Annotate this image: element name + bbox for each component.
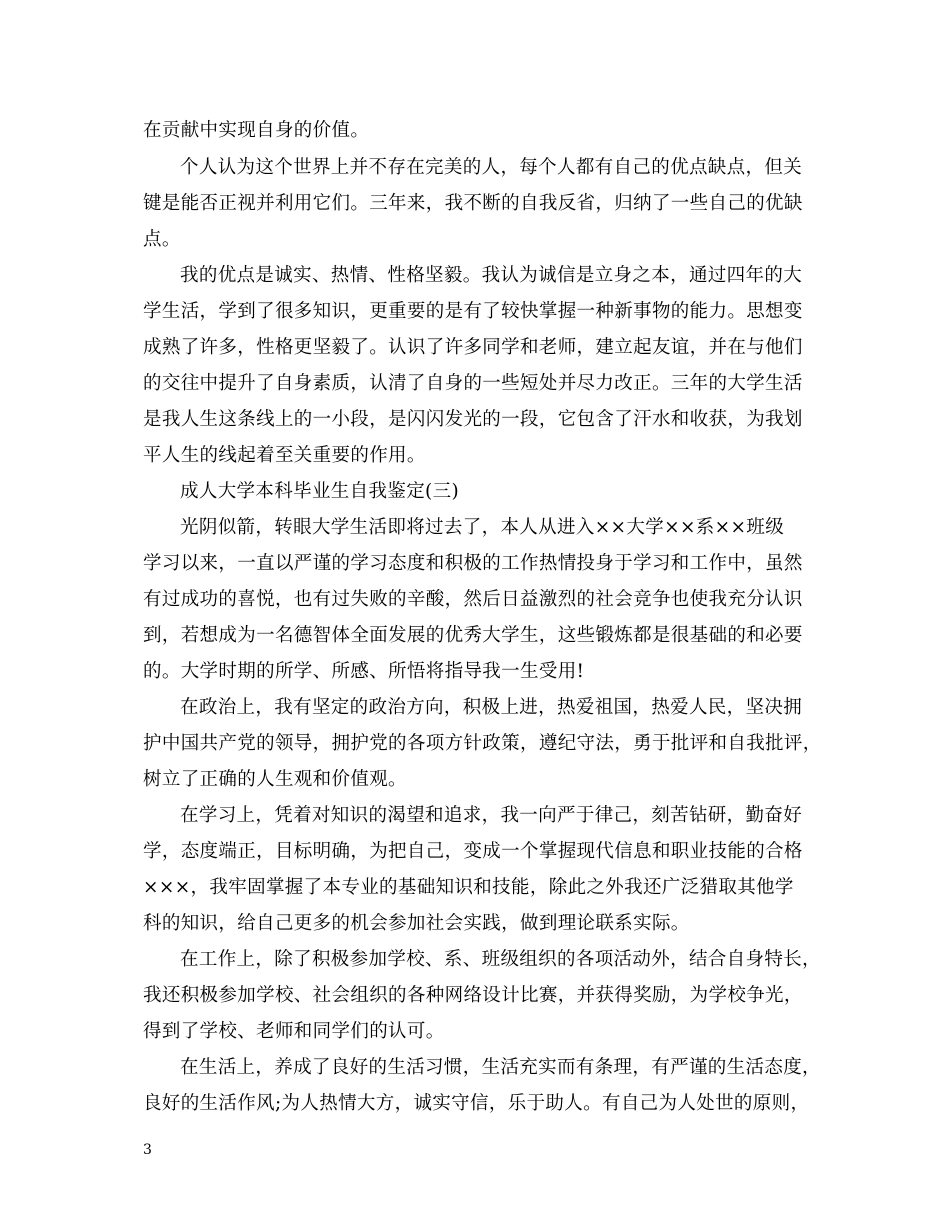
text-line: 良好的生活作风;为人热情大方，诚实守信，乐于助人。有自己为人处世的原则， [143,1093,810,1114]
text-line: 平人生的线起着至关重要的作用。 [143,445,426,466]
text-line: 到，若想成为一名德智体全面发展的优秀大学生，这些锻炼都是很基础的和必要 [143,625,803,646]
text-line: 护中国共产党的领导，拥护党的各项方针政策，遵纪守法，勇于批评和自我批评， [143,733,822,754]
text-line: 我还积极参加学校、社会组织的各种网络设计比赛，并获得奖励，为学校争光， [143,985,803,1006]
text-line: 键是能否正视并利用它们。三年来，我不断的自我反省，归纳了一些自己的优缺 [143,193,803,214]
paragraph-first-line: 个人认为这个世界上并不存在完美的人，每个人都有自己的优点缺点，但关 [180,157,803,178]
text-line: 成熟了许多，性格更坚毅了。认识了许多同学和老师，建立起友谊，并在与他们 [143,337,803,358]
paragraph-first-line: 在政治上，我有坚定的政治方向，积极上进，热爱祖国，热爱人民，坚决拥 [180,697,803,718]
paragraph-first-line: 在工作上，除了积极参加学校、系、班级组织的各项活动外，结合自身特长， [180,949,821,970]
text-line: 树立了正确的人生观和价值观。 [143,769,407,790]
text-line: 科的知识，给自己更多的机会参加社会实践，做到理论联系实际。 [143,913,690,934]
text-line: 在贡献中实现自身的价值。 [143,120,370,141]
text-line: 得到了学校、老师和同学们的认可。 [143,1021,445,1042]
text-line: 学，态度端正，目标明确，为把自己，变成一个掌握现代信息和职业技能的合格 [143,841,803,862]
page-number: 3 [143,1142,152,1158]
text-line: 的。大学时期的所学、所感、所悟将指导我一生受用! [143,661,585,682]
text-line: 学生活，学到了很多知识，更重要的是有了较快掌握一种新事物的能力。思想变 [143,301,803,322]
text-line: 的交往中提升了自身素质，认清了自身的一些短处并尽力改正。三年的大学生活 [143,373,803,394]
paragraph-first-line: 我的优点是诚实、热情、性格坚毅。我认为诚信是立身之本，通过四年的大 [180,265,803,286]
text-line: 点。 [143,229,181,250]
section-heading: 成人大学本科毕业生自我鉴定(三) [180,481,460,502]
text-line: 是我人生这条线上的一小段，是闪闪发光的一段，它包含了汗水和收获，为我划 [143,409,803,430]
text-line: ×××，我牢固掌握了本专业的基础知识和技能，除此之外我还广泛猎取其他学 [143,877,794,898]
paragraph-first-line: 光阴似箭，转眼大学生活即将过去了，本人从进入××大学××系××班级 [180,517,785,538]
paragraph-first-line: 在学习上，凭着对知识的渴望和追求，我一向严于律己，刻苦钻研，勤奋好 [180,805,803,826]
text-line: 学习以来，一直以严谨的学习态度和积极的工作热情投身于学习和工作中，虽然 [143,553,803,574]
text-line: 有过成功的喜悦，也有过失败的辛酸，然后日益激烈的社会竞争也使我充分认识 [143,589,803,610]
paragraph-first-line: 在生活上，养成了良好的生活习惯，生活充实而有条理，有严谨的生活态度， [180,1057,821,1078]
